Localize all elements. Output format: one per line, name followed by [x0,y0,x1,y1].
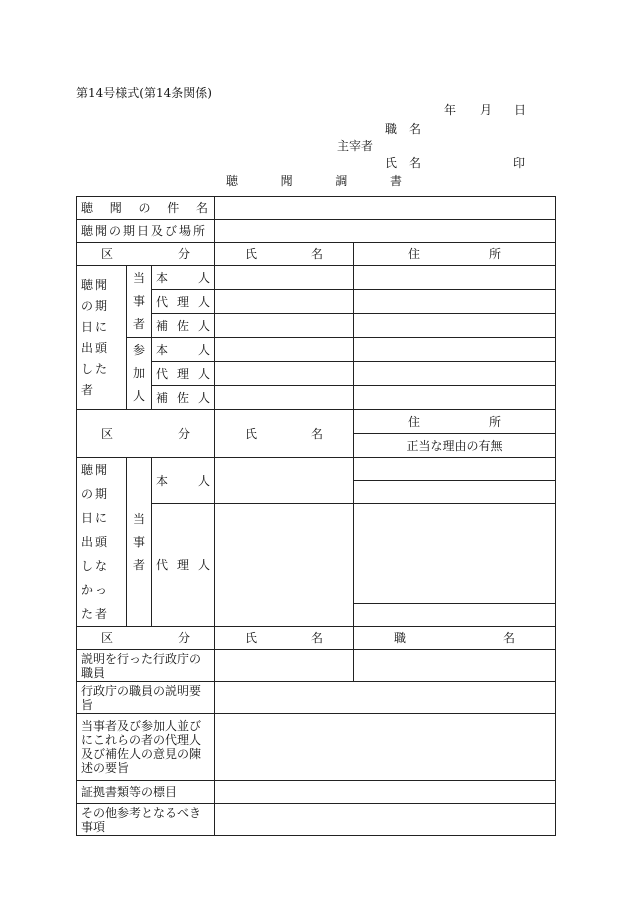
staff-position-field[interactable] [354,650,556,682]
name-field[interactable] [215,266,354,290]
other-reference-label: その他参考となるべき事項 [77,804,215,836]
assistant-label: 補 佐 人 [152,386,215,410]
table-row [77,266,556,290]
opinion-summary-field[interactable] [215,714,556,781]
category-header: 区 分 [77,243,215,266]
not-appeared-label: 聴聞の期日に出頭しなかった者 [77,458,127,627]
table-row [77,650,556,682]
name-header: 氏 名 [215,410,354,458]
presider-label: 主宰者 [337,139,374,153]
seal-label: 印 [513,156,526,170]
party-label: 当 事 者 [127,266,152,338]
principal-label: 本 人 [152,338,215,362]
name-field[interactable] [215,386,354,410]
table-row [77,197,556,220]
table-row [77,781,556,804]
address-field[interactable] [354,504,556,604]
address-field[interactable] [354,290,556,314]
table-row [77,220,556,243]
title-char: 聞 [280,174,293,188]
agent-label: 代 理 人 [152,290,215,314]
table-row [77,627,556,650]
explanation-summary-field[interactable] [215,682,556,714]
name-field[interactable] [215,504,354,627]
staff-name-field[interactable] [215,650,354,682]
name-header: 氏 名 [215,627,354,650]
table-row [77,682,556,714]
explanation-summary-label: 行政庁の職員の説明要旨 [77,682,215,714]
legit-reason-field[interactable] [354,604,556,627]
participant-label: 参 加 人 [127,338,152,410]
address-field[interactable] [354,362,556,386]
category-header: 区 分 [77,627,215,650]
opinion-summary-label: 当事者及び参加人並びにこれらの者の代理人及び補佐人の意見の陳述の要旨 [77,714,215,781]
date-place-field[interactable] [215,220,556,243]
address-field[interactable] [354,338,556,362]
table-row [77,804,556,836]
other-reference-field[interactable] [215,804,556,836]
address-field[interactable] [354,314,556,338]
legit-reason-field[interactable] [354,481,556,504]
title-char: 書 [389,174,402,188]
agent-label: 代 理 人 [152,504,215,627]
name-field[interactable] [215,290,354,314]
table-row [77,410,556,434]
case-name-label: 聴 聞 の 件 名 [77,197,215,220]
date-month: 月 [480,103,493,117]
date-day: 日 [514,103,527,117]
principal-label: 本 人 [152,266,215,290]
appeared-label: 聴聞の期日に出頭した者 [77,266,127,410]
explaining-staff-label: 説明を行った行政庁の職員 [77,650,215,682]
date-place-label: 聴聞の期日及び場所 [77,220,215,243]
form-number-label: 第14号様式(第14条関係) [76,86,212,100]
hearing-record-table [76,196,556,836]
name-field[interactable] [215,338,354,362]
agent-label: 代 理 人 [152,362,215,386]
legit-reason-header: 正当な理由の有無 [354,434,556,458]
table-row [77,458,556,481]
position-header: 職 名 [354,627,556,650]
table-row [77,243,556,266]
date-year: 年 [444,103,457,117]
evidence-list-field[interactable] [215,781,556,804]
name-label: 氏 名 [385,156,422,170]
name-field[interactable] [215,362,354,386]
name-header: 氏 名 [215,243,354,266]
table-row [77,714,556,781]
name-field[interactable] [215,314,354,338]
name-field[interactable] [215,458,354,504]
address-field[interactable] [354,386,556,410]
document-title [226,174,402,188]
category-header: 区 分 [77,410,215,458]
party-label: 当 事 者 [127,458,152,627]
position-label: 職 名 [385,122,422,136]
address-field[interactable] [354,458,556,481]
principal-label: 本 人 [152,458,215,504]
title-char: 調 [335,174,348,188]
title-char: 聴 [226,174,239,188]
case-name-field[interactable] [215,197,556,220]
table-row [77,338,556,362]
address-header: 住 所 [354,243,556,266]
assistant-label: 補 佐 人 [152,314,215,338]
address-field[interactable] [354,266,556,290]
address-header: 住 所 [354,410,556,434]
evidence-list-label: 証拠書類等の標目 [77,781,215,804]
